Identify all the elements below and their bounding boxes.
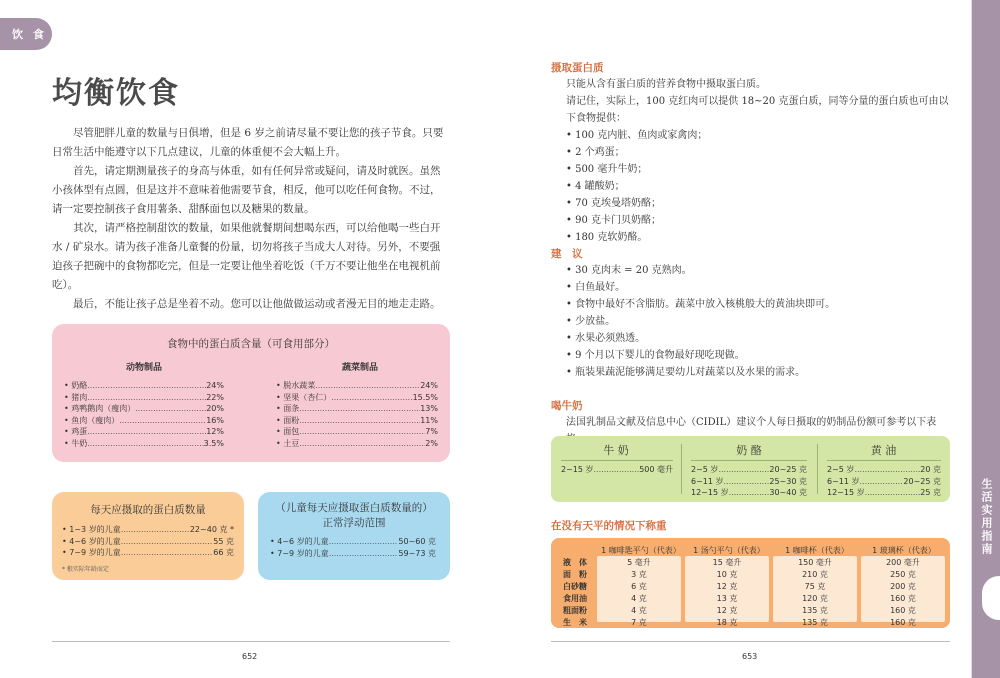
footer-rule (52, 641, 450, 642)
page-number-left: 652 (242, 652, 258, 661)
list-item: • 瓶装果蔬泥能够满足要幼儿对蔬菜以及水果的需求。 (566, 367, 806, 378)
column-header: 牛 奶 (603, 444, 629, 457)
list-item: 12~15 岁 ..... 30~40 克 (691, 487, 807, 499)
list-item: 2~5 岁 ..... 20~25 克 (691, 464, 807, 476)
list-item: • 水果必须熟透。 (566, 333, 646, 344)
side-bar-notch (982, 576, 1000, 620)
text-line: 请记住，实际上，100 克红肉可以提供 18~20 克蛋白质，同等分量的蛋白质也可由以下食物提供： (566, 96, 949, 124)
list-item: 12~15 岁 ..... 25 克 (827, 487, 941, 499)
column-header: 1 咖啡匙平勺（代表） (601, 546, 681, 555)
page-number-right: 653 (742, 652, 758, 661)
list-item: 6~11 岁 ..... 25~30 克 (691, 476, 807, 488)
row-label: 生 米 (563, 618, 587, 627)
table-cell: 5 毫升 (627, 558, 651, 567)
list-item: • 白鱼最好。 (566, 282, 626, 293)
table-cell: 6 克 (631, 582, 647, 591)
protein-content-box (52, 324, 450, 462)
list-item: • 90 克卡门贝奶酪； (566, 215, 661, 226)
list-item: • 500 毫升牛奶； (566, 164, 648, 175)
list-item: • 30 克肉末 = 20 克熟肉。 (566, 265, 692, 276)
list-item: • 4~6 岁的儿童 ..... 55 克 (62, 536, 234, 548)
advice-list (566, 262, 954, 381)
list-item: • 少放盐。 (566, 316, 616, 327)
footnote: * 根实际年龄而定 (62, 566, 109, 573)
table-cell: 135 克 (802, 618, 828, 627)
list-item: • 面包 ..... 7% (276, 426, 438, 438)
daily-protein-box (52, 492, 244, 580)
table-cell: 160 克 (890, 618, 916, 627)
paragraph: 首先，请定期测量孩子的身高与体重，如有任何异常或疑问，请及时就医。虽然小孩体型有点圆，但是这并不意味着他需要节食，相反，他可以吃任何食物。不过，请一定要控制孩子食用薯条、甜酥面包以及糖果的数量。 (52, 165, 441, 215)
protein-text (566, 76, 954, 246)
daily-list (62, 524, 234, 559)
section-heading: 摄取蛋白质 (551, 62, 604, 74)
list-item: • 猪肉 ..... 22% (64, 392, 224, 404)
table-cell: 135 克 (802, 606, 828, 615)
column-header: 1 汤勺平勺（代表） (693, 546, 765, 555)
cheese-list (691, 464, 807, 499)
box-subtitle: 正常浮动范围 (322, 517, 386, 529)
table-cell: 7 克 (631, 618, 647, 627)
table-cell: 200 克 (890, 582, 916, 591)
list-item: 2~5 岁 ..... 20 克 (827, 464, 941, 476)
column-divider (681, 444, 682, 494)
list-item: • 180 克软奶酪。 (566, 232, 648, 243)
column-header: 奶 酪 (736, 444, 762, 457)
list-item: • 鸡蛋 ..... 12% (64, 426, 224, 438)
list-item: • 坚果（杏仁） ..... 15.5% (276, 392, 438, 404)
page-title: 均衡饮食 (52, 76, 180, 111)
section-heading: 建 议 (551, 248, 583, 260)
list-item: 6~11 岁 ..... 20~25 克 (827, 476, 941, 488)
dairy-table (551, 436, 950, 502)
section-heading: 喝牛奶 (551, 400, 583, 412)
list-item: • 1~3 岁的儿童 ..... 22~40 克 * (62, 524, 234, 536)
coffee-cup-column (773, 557, 857, 629)
list-item: • 7~9 岁的儿童 ..... 59~73 克 (270, 548, 436, 560)
teaspoon-column (597, 557, 681, 629)
list-item: • 7~9 岁的儿童 ..... 66 克 (62, 547, 234, 559)
rule (691, 460, 807, 461)
table-cell: 13 克 (716, 594, 738, 603)
table-cell: 12 克 (716, 606, 738, 615)
list-item: • 食物中最好不含脂肪。蔬菜中放入核桃般大的黄油块即可。 (566, 299, 836, 310)
tablespoon-column (685, 557, 769, 629)
animal-list (64, 380, 224, 449)
row-labels (555, 557, 595, 629)
table-cell: 18 克 (716, 618, 738, 627)
column-header: 1 咖啡杯（代表） (785, 546, 849, 555)
list-item: • 4 罐酸奶； (566, 181, 625, 192)
side-bar-label: 生活实用指南 (980, 478, 993, 556)
milk-list (561, 464, 673, 476)
table-cell: 4 克 (631, 594, 647, 603)
range-box (258, 492, 450, 580)
list-item: • 鱼肉（瘦肉） ..... 16% (64, 415, 224, 427)
table-cell: 250 克 (890, 570, 916, 579)
row-label: 食用油 (563, 594, 587, 603)
row-label: 粗面粉 (563, 606, 587, 615)
list-item: • 脱水蔬菜 ..... 24% (276, 380, 438, 392)
column-header: 黄 油 (870, 444, 897, 457)
text-line: 只能从含有蛋白质的营养食物中摄取蛋白质。 (566, 79, 766, 90)
table-cell: 12 克 (716, 582, 738, 591)
row-label: 白砂糖 (563, 582, 587, 591)
table-cell: 75 克 (804, 582, 826, 591)
box-title: （儿童每天应摄取蛋白质数量的） (275, 502, 433, 514)
butter-list (827, 464, 941, 499)
row-label: 液 体 (563, 558, 587, 567)
list-item: 2~15 岁 ..... 500 毫升 (561, 464, 673, 476)
table-cell: 10 克 (716, 570, 738, 579)
table-cell: 3 克 (631, 570, 647, 579)
column-header: 1 玻璃杯（代表） (872, 546, 936, 555)
list-item: • 100 克内脏、鱼肉或家禽肉； (566, 130, 708, 141)
list-item: • 鸡鸭鹅肉（瘦肉） ..... 20% (64, 403, 224, 415)
list-item: • 牛奶 ..... 3.5% (64, 438, 224, 450)
weigh-table (551, 538, 950, 628)
table-cell: 120 克 (802, 594, 828, 603)
glass-column (861, 557, 945, 629)
list-item: • 奶酪 ..... 24% (64, 380, 224, 392)
table-cell: 150 毫升 (798, 558, 832, 567)
column-divider (817, 444, 818, 494)
list-item: • 面粉 ..... 11% (276, 415, 438, 427)
box-title: 每天应摄取的蛋白质数量 (90, 504, 206, 516)
list-item: • 70 克埃曼塔奶酪； (566, 198, 661, 209)
intro-text (52, 124, 450, 314)
plant-list (276, 380, 438, 449)
list-item: • 4~6 岁的儿童 ..... 50~60 克 (270, 536, 436, 548)
range-list (270, 536, 436, 559)
table-cell: 15 毫升 (712, 558, 742, 567)
rule (827, 460, 941, 461)
table-cell: 210 克 (802, 570, 828, 579)
table-cell: 200 毫升 (886, 558, 920, 567)
list-item: • 9 个月以下婴儿的食物最好现吃现做。 (566, 350, 745, 361)
box-title: 食物中的蛋白质含量（可食用部分） (167, 338, 335, 350)
paragraph: 其次，请严格控制甜饮的数量，如果他就餐期间想喝东西，可以给他喝一些白开水 / 矿泉水。请为孩子准备儿童餐的份量，切勿将孩子当成大人对待。另外，不要强迫孩子把碗中的食物都吃完，但是一定要让他坐着吃饭（千万不要让他坐在电视机前吃）。 (52, 222, 441, 291)
footer-rule (551, 641, 950, 642)
paragraph: 最后，不能让孩子总是坐着不动。您可以让他做做运动或者漫无目的地走走路。 (73, 298, 441, 310)
section-tab: 饮 食 (0, 18, 52, 50)
rule (561, 460, 673, 461)
dairy-intro: 法国乳制品文献及信息中心（CIDIL）建议个人每日摄取的奶制品份额可参考以下表 (566, 417, 937, 428)
list-item: • 2 个鸡蛋； (566, 147, 625, 158)
list-item: • 面条 ..... 13% (276, 403, 438, 415)
section-heading: 在没有天平的情况下称重 (551, 520, 667, 532)
row-label: 面 粉 (563, 570, 587, 579)
paragraph: 尽管肥胖儿童的数量与日俱增，但是 6 岁之前请尽量不要让您的孩子节食。只要日常生活中能遵守以下几点建议，儿童的体重便不会大幅上升。 (52, 127, 444, 158)
animal-subtitle: 动物制品 (126, 363, 163, 373)
table-cell: 160 克 (890, 606, 916, 615)
table-cell: 160 克 (890, 594, 916, 603)
plant-subtitle: 蔬菜制品 (342, 363, 379, 373)
table-cell: 4 克 (631, 606, 647, 615)
list-item: • 土豆 ..... 2% (276, 438, 438, 450)
